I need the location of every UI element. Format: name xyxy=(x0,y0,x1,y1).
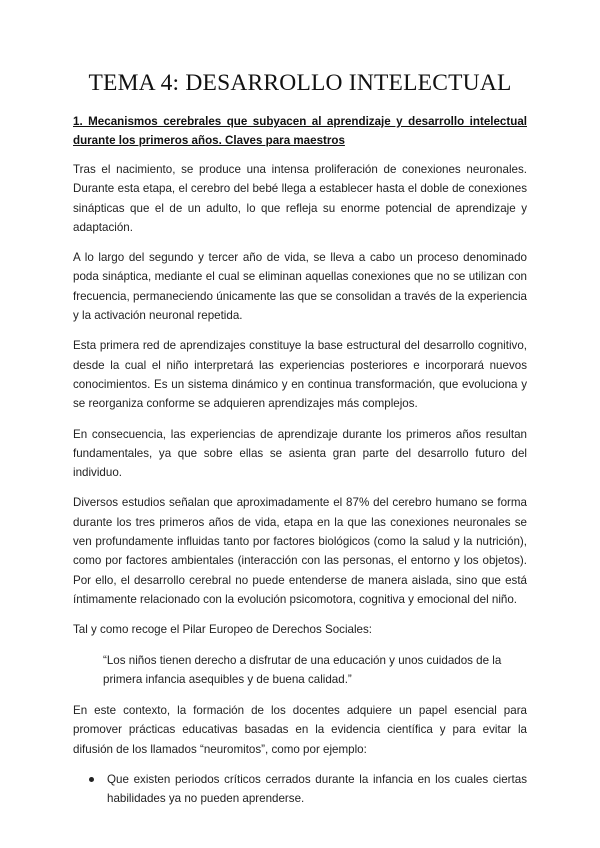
block-quote: “Los niños tienen derecho a disfrutar de una educación y unos cuidados de la primera infancia asequibles y de buena calidad.” xyxy=(103,653,502,686)
list-item xyxy=(89,770,527,809)
list-item-text: Que existen periodos críticos cerrados durante la infancia en los cuales ciertas habilidades ya no pueden aprenderse. xyxy=(107,773,527,806)
paragraph-teacher-training: En este contexto, la formación de los docentes adquiere un papel esencial para promover prácticas educativas basadas en la evidencia científica y para evitar la difusión de los llamados “neuromitos”, como por ejemplo: xyxy=(73,704,527,756)
bullet-icon xyxy=(89,777,94,782)
paragraph-early-experiences: En consecuencia, las experiencias de aprendizaje durante los primeros años resultan fundamentales, ya que sobre ellas se asienta gran parte del desarrollo futuro del individuo. xyxy=(73,427,527,480)
paragraph-social-rights-intro: Tal y como recoge el Pilar Europeo de Derechos Sociales: xyxy=(73,623,373,637)
paragraph-synaptic-pruning: A lo largo del segundo y tercer año de vida, se lleva a cabo un proceso denominado poda sináptica, mediante el cual se eliminan aquellas conexiones que no se utilizan con frecuencia, permaneciendo únicamente las que se consolidan a través de la experiencia y la activación neuronal repetida. xyxy=(73,251,527,323)
neuromyths-list xyxy=(73,770,527,809)
section-heading: 1. Mecanismos cerebrales que subyacen al aprendizaje y desarrollo intelectual durante los primeros años. Claves para maestros xyxy=(73,115,527,147)
document-title: TEMA 4: DESARROLLO INTELECTUAL xyxy=(88,70,512,96)
paragraph-birth-connections: Tras el nacimiento, se produce una intensa proliferación de conexiones neuronales. Durante esta etapa, el cerebro del bebé llega a establecer hasta el doble de conexiones sinápticas que el de un adulto, lo que refleja su enorme potencial de aprendizaje y adaptación. xyxy=(73,163,527,234)
paragraph-learning-network: Esta primera red de aprendizajes constituye la base estructural del desarrollo cognitivo, desde la cual el niño interpretará las experiencias posteriores e incorporará nuevos conocimientos. Es un sistema dinámico y en continua transformación, que evoluciona y se reorganiza conforme se adquieren aprendizajes más complejos. xyxy=(73,339,527,411)
paragraph-brain-development: Diversos estudios señalan que aproximadamente el 87% del cerebro humano se forma durante los tres primeros años de vida, etapa en la que las conexiones neuronales se ven profundamente influidas tanto por factores biológicos (como la salud y la nutrición), como por factores ambientales (interacción con las personas, el entorno y los objetos). Por ello, el desarrollo cerebral no puede entenderse de manera aislada, sino que está íntimamente relacionado con la evolución psicomotora, cognitiva y emocional del niño. xyxy=(73,496,527,606)
